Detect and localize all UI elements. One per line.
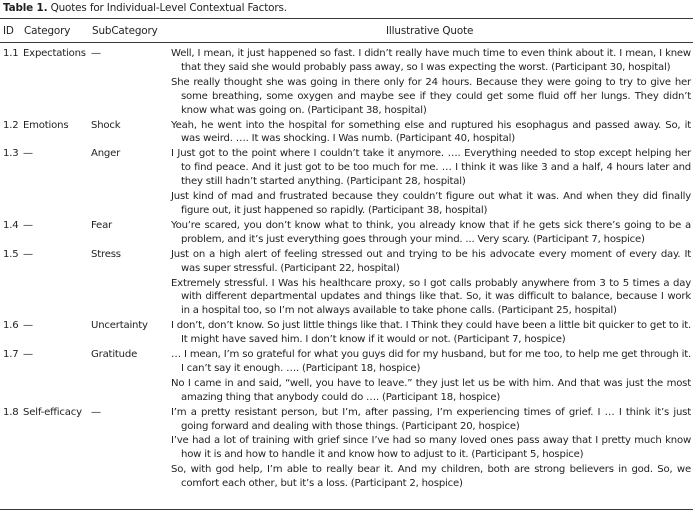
row-quotes (171, 47, 693, 119)
table-row (0, 406, 693, 492)
row-subcategory: Anger (91, 148, 121, 160)
quote-text: I Just got to the point where I couldn’t take it anymore. …. Everything needed to stop except helping her to find peace. And it just got to be too much for me. … I think it was like 3 and a half, 4 hours later and they still hadn’t started anything. (Participant 28, hospital) (171, 148, 691, 188)
row-subcategory: Uncertainty (91, 320, 148, 332)
row-quotes (171, 248, 693, 320)
header-category: Category (24, 25, 71, 37)
top-rule (0, 18, 693, 19)
quote-text: … I mean, I’m so grateful for what you guys did for my husband, but for me too, to help me get through it. I can’t say it enough. …. (Participant 18, hospice) (171, 349, 691, 374)
quote-text: I’ve had a lot of training with grief since I’ve had so many loved ones pass away that I pretty much know how it is and how to handle it and know how to adjust to it. (Participant 5, hospice) (171, 435, 691, 461)
row-subcategory: Gratitude (91, 349, 138, 361)
row-subcategory: Stress (91, 248, 121, 260)
quote-text: You’re scared, you don’t know what to think, you already know that if he gets sick there’s going to be a problem, and it’s just everything goes through your mind. ... Very scary. (Participant 7, hospice) (171, 219, 691, 245)
header-subcategory: SubCategory (92, 25, 158, 37)
table-row (0, 47, 693, 119)
row-quotes (171, 219, 693, 248)
row-quotes (171, 348, 693, 406)
row-category: — (23, 320, 33, 332)
row-category: — (23, 219, 33, 231)
quote-text: So, with god help, I’m able to really bear it. And my children, both are strong believers in god. So, we comfort each other, but it’s a loss. (Participant 2, hospice) (171, 464, 691, 490)
row-category: — (23, 349, 33, 361)
quote-text: Well, I mean, it just happened so fast. I didn’t really have much time to even think about it. I mean, I knew that they said she would probably pass away, so I was expecting the worst. (Participant 30, hospital) (171, 48, 691, 73)
row-quotes (171, 119, 693, 148)
row-id: 1.5 (3, 248, 19, 260)
row-subcategory: — (91, 406, 101, 418)
quotes-table (0, 47, 693, 492)
bottom-rule (0, 509, 693, 510)
row-id: 1.1 (3, 48, 19, 59)
row-id: 1.7 (3, 349, 19, 361)
table-row (0, 319, 693, 348)
table-row (0, 348, 693, 406)
row-category: Self-efficacy (23, 406, 82, 418)
table-row (0, 147, 693, 219)
quote-text: Extremely stressful. I Was his healthcare proxy, so I got calls probably anywhere from 3 to 5 times a day with different departmental updates and things like that. So, it was difficult to balance, because I work in a hospital too, so I’m not always available to take phone calls. (Participant 25, hospital) (171, 277, 691, 317)
quote-text: Just on a high alert of feeling stressed out and trying to be his advocate every moment of every day. It was super stressful. (Participant 22, hospital) (171, 248, 691, 274)
table-row (0, 219, 693, 248)
header-rule (0, 42, 693, 43)
row-category: Emotions (23, 119, 69, 131)
table-caption (3, 2, 287, 14)
table-title: Quotes for Individual-Level Contextual Factors. (50, 2, 287, 14)
quote-text: She really thought she was going in there only for 24 hours. Because they were going to try to give her some breathing, some oxygen and maybe see if they could get some fluid off her lungs. They didn’t know what was going on. (Participant 38, hospital) (171, 76, 691, 116)
row-quotes (171, 147, 693, 219)
quote-text: No I came in and said, “well, you have to leave.” they just let us be with him. And that was just the most amazing thing that anybody could do …. (Participant 18, hospice) (171, 377, 691, 403)
quote-text: I’m a pretty resistant person, but I’m, after passing, I’m experiencing times of grief. I … I think it’s just going forward and dealing with those things. (Participant 20, hospice) (171, 406, 691, 432)
row-category: Expectations (23, 48, 86, 59)
header-id: ID (3, 25, 14, 37)
row-quotes (171, 319, 693, 348)
table-label: Table 1. (3, 2, 48, 14)
row-subcategory: — (91, 48, 101, 59)
quote-text: I don’t, don’t know. So just little things like that. I Think they could have been a little bit quicker to get to it. It might have saved him. I don’t know if it would or not. (Participant 7, hospice) (171, 320, 691, 346)
row-subcategory: Shock (91, 119, 121, 131)
row-category: — (23, 148, 33, 160)
table-row (0, 248, 693, 320)
quote-text: Just kind of mad and frustrated because they couldn’t figure out what it was. And when they did finally figure out, it just happened so rapidly. (Participant 38, hospital) (171, 191, 691, 216)
table-row (0, 119, 693, 148)
row-id: 1.4 (3, 219, 19, 231)
row-quotes (171, 406, 693, 492)
header-quote: Illustrative Quote (386, 25, 474, 37)
row-id: 1.8 (3, 406, 19, 418)
quote-text: Yeah, he went into the hospital for something else and ruptured his esophagus and passed away. So, it was weird. …. It was shocking. I Was numb. (Participant 40, hospital) (171, 119, 691, 145)
row-subcategory: Fear (91, 219, 112, 231)
row-id: 1.2 (3, 119, 19, 131)
row-category: — (23, 248, 33, 260)
row-id: 1.6 (3, 320, 19, 332)
row-id: 1.3 (3, 148, 19, 160)
